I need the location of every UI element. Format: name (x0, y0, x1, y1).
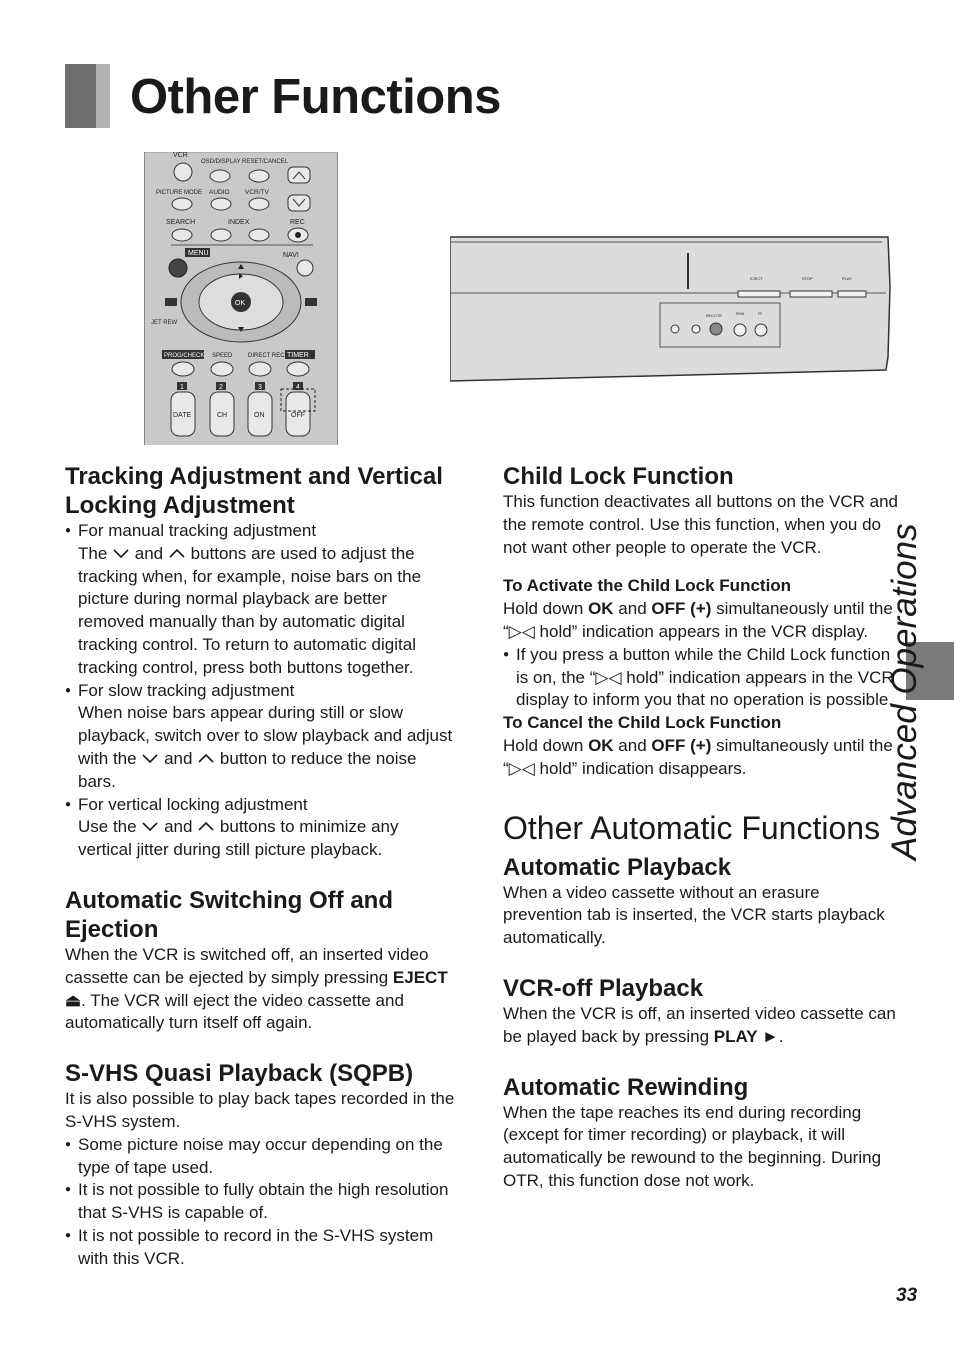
bullet-slow-tracking-head: ● For slow tracking adjustment (78, 680, 295, 700)
remote-label-jetrew: JET REW (151, 320, 178, 326)
remote-label-vcr: VCR (173, 152, 188, 159)
remote-label-menu: MENU (188, 250, 209, 257)
manual-tracking-pre: The (78, 543, 108, 563)
sqpb-bullet-1 (65, 1134, 455, 1180)
remote-label-timer: TIMER (287, 352, 309, 359)
remote-label-ok: OK (235, 300, 246, 307)
vcr-label-stop: STOP (802, 276, 813, 281)
sqpb-text: It is also possible to play back tapes recorded in the S-VHS system. (65, 1089, 455, 1131)
vcr-label-play: PLAY (842, 276, 852, 281)
title-accent-light (96, 64, 110, 128)
vcr-off-text (503, 1003, 898, 1049)
remote-label-vcrtv: VCR/TV (245, 189, 269, 196)
heading-vcr-off-playback: VCR-off Playback (503, 974, 704, 1002)
left-column (65, 462, 455, 1271)
remote-label-search: SEARCH (166, 219, 196, 226)
chevron-down-icon (112, 547, 130, 560)
page-number: 33 (896, 1285, 918, 1306)
sqpb-bullet-2 (65, 1179, 455, 1225)
heading-auto-rewinding: Automatic Rewinding (503, 1073, 749, 1101)
activate-pre: Hold down (503, 599, 584, 619)
activate-off: OFF (+) (651, 599, 712, 619)
title-accent-dark (65, 64, 96, 128)
remote-label-off: OFF (291, 412, 305, 419)
cancel-post: simultaneously until the “▷◁ hold” indication disappears. (503, 735, 893, 778)
bullet-vertical-locking (65, 794, 455, 817)
right-column (503, 462, 898, 1193)
remote-label-rec: REC (290, 219, 305, 226)
chevron-up-icon (197, 820, 215, 833)
remote-control-illustration (144, 152, 338, 445)
vcr-label-eject: EJECT (750, 276, 763, 281)
chevron-down-icon (141, 752, 159, 765)
cancel-text (503, 735, 898, 781)
bullet-manual-tracking (65, 520, 455, 543)
page-title: Other Functions (130, 70, 501, 124)
chevron-up-icon (197, 752, 215, 765)
heading-child-lock: Child Lock Function (503, 463, 734, 490)
remote-label-4: 4 (296, 384, 300, 391)
child-lock-text: This function deactivates all buttons on the VCR and the remote control. Use this function, when you do not want other people to operate the VCR. (503, 492, 899, 557)
auto-switch-off-text (65, 944, 455, 1035)
chevron-down-icon (141, 820, 159, 833)
remote-label-2: 2 (219, 384, 223, 391)
section-tab-label: Advanced Operations (885, 523, 924, 860)
manual-tracking-rest: buttons are used to adjust the tracking when, for example, noise bars on the picture during normal playback are better removed manually than by automatic digital tracking control. To return to automatic digital tracking control, press both buttons together. (78, 543, 422, 677)
vcr-label-ff: FF (758, 312, 763, 316)
activate-and: and (618, 599, 647, 619)
slow-tracking-and: and (164, 748, 193, 768)
auto-playback-text: When a video cassette without an erasure prevention tab is inserted, the VCR starts playback automatically. (503, 882, 885, 948)
remote-label-directrec: DIRECT REC (248, 353, 285, 359)
vertical-locking-and: and (164, 817, 193, 837)
cancel-off: OFF (+) (651, 735, 712, 755)
bullet-slow-tracking (65, 680, 455, 703)
heading-tracking: Tracking Adjustment and Vertical Locking Adjustment (65, 463, 443, 519)
slow-tracking-rest: button to reduce the noise bars. (78, 748, 417, 791)
remote-label-on: ON (254, 412, 265, 419)
activate-post: simultaneously until the “▷◁ hold” indication appears in the VCR display. (503, 599, 893, 641)
activate-text (503, 598, 898, 644)
activate-ok: OK (588, 599, 614, 619)
remote-label-prog: PROG/CHECK (164, 353, 205, 359)
slow-tracking-text (65, 702, 455, 793)
cancel-and: and (618, 735, 647, 755)
remote-label-picture: PICTURE MODE (156, 190, 203, 196)
remote-label-osd: OSD/DISPLAY (201, 159, 241, 165)
auto-switch-off-pre: When the VCR is switched off, an inserted video cassette can be ejected by simply pressing (65, 944, 429, 987)
sqpb-bullet-2-text: ● It is not possible to fully obtain the high resolution that S-VHS is capable of. (78, 1180, 449, 1223)
cancel-pre: Hold down (503, 735, 584, 755)
heading-cancel-child-lock: To Cancel the Child Lock Function (503, 713, 782, 733)
activate-bullet (503, 644, 898, 712)
remote-label-index: INDEX (228, 219, 250, 226)
remote-label-reset: RESET/CANCEL (242, 159, 289, 165)
bullet-vertical-locking-head: ● For vertical locking adjustment (78, 794, 308, 814)
remote-label-speed: SPEED (212, 353, 233, 359)
auto-switch-off-post: . The VCR will eject the video cassette and automatically turn itself off again. (65, 990, 404, 1033)
bullet-manual-tracking-head: ● For manual tracking adjustment (78, 521, 317, 540)
eject-button-ref: EJECT ⏏ (65, 967, 448, 1010)
slow-tracking-pre: When noise bars appear during still or slow playback, switch over to slow playback and adjust with the (78, 703, 453, 768)
heading-other-automatic: Other Automatic Functions (503, 809, 881, 846)
sqpb-bullet-1-text: ● Some picture noise may occur depending on the type of tape used. (78, 1134, 443, 1177)
vcr-label-rew: REW (736, 312, 745, 316)
heading-activate-child-lock: To Activate the Child Lock Function (503, 576, 792, 596)
heading-auto-switch-off: Automatic Switching Off and Ejection (65, 886, 393, 943)
manual-tracking-text (65, 543, 455, 680)
manual-tracking-and: and (134, 543, 164, 563)
sqpb-bullet-3-text: ● It is not possible to record in the S-VHS system with this VCR. (78, 1225, 434, 1268)
vcr-front-panel-illustration (450, 235, 892, 383)
vcr-off-pre: When the VCR is off, an inserted video cassette can be played back by pressing (503, 1003, 896, 1046)
vertical-locking-pre: Use the (78, 817, 137, 837)
vcr-off-end: . (778, 1026, 784, 1046)
remote-label-ch: CH (217, 412, 228, 419)
remote-label-audio: AUDIO (209, 189, 230, 196)
heading-sqpb: S-VHS Quasi Playback (SQPB) (65, 1060, 414, 1088)
auto-rewinding-text: When the tape reaches its end during recording (except for timer recording) or playback, it will automatically be rewound to the beginning. During OTR, this function dose not work. (503, 1102, 882, 1190)
sqpb-bullet-3 (65, 1225, 455, 1271)
chevron-up-icon (168, 547, 186, 560)
remote-label-3: 3 (258, 384, 262, 391)
remote-label-date: DATE (173, 412, 192, 419)
remote-label-navi: NAVI (283, 252, 299, 259)
activate-bullet-text: ● If you press a button while the Child Lock function is on, the “▷◁ hold” indication appears in the VCR display to inform you that no operation is possible. (516, 644, 894, 710)
heading-auto-playback: Automatic Playback (503, 853, 732, 881)
remote-label-1: 1 (180, 384, 184, 391)
cancel-ok: OK (588, 735, 614, 755)
play-button-ref: PLAY ► (713, 1026, 779, 1046)
vertical-locking-rest: buttons to minimize any vertical jitter during still picture playback. (78, 817, 399, 860)
vcr-label-recotr: REC/OTR (706, 314, 722, 318)
vertical-locking-text (65, 816, 455, 862)
